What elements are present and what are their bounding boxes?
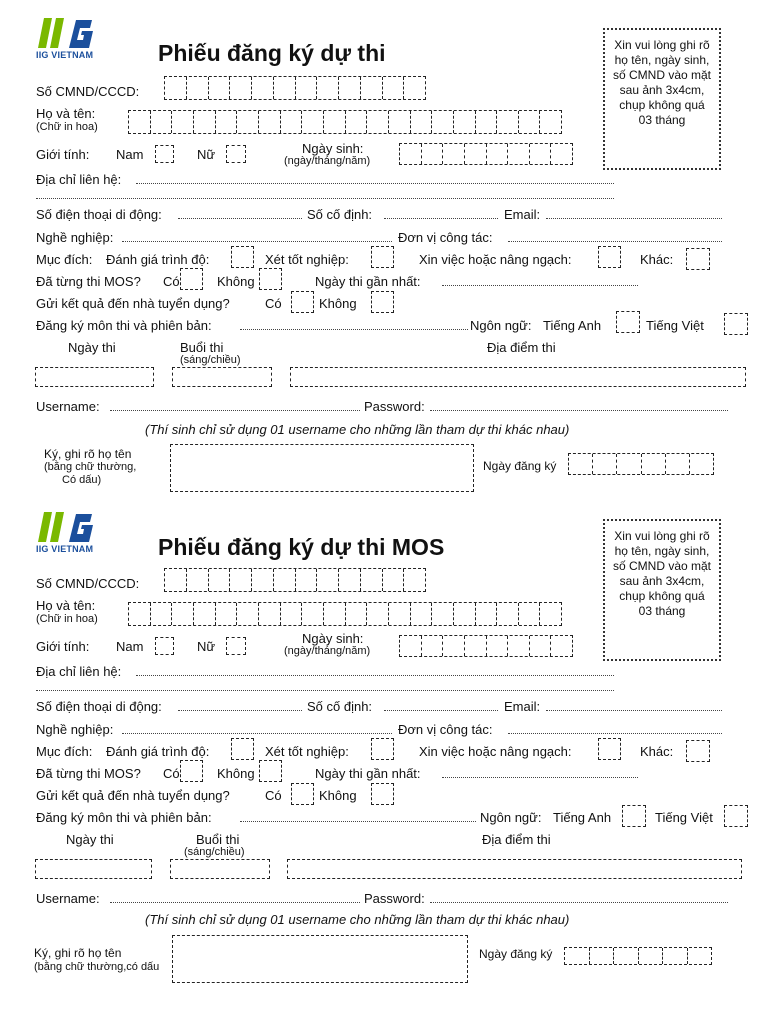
language-label: Ngôn ngữ: <box>480 810 542 825</box>
language-label: Ngôn ngữ: <box>470 318 532 333</box>
workplace-line[interactable] <box>508 241 722 242</box>
landline-label: Số cố định: <box>307 207 373 222</box>
address-line-1[interactable] <box>136 675 614 676</box>
photo-note: Xin vui lòng ghi rõ họ tên, ngày sinh, số CMND vào mặt sau ảnh 3x4cm, chụp không quá 03 tháng <box>612 529 712 618</box>
lang-vi-checkbox[interactable] <box>724 313 748 335</box>
session-subheader: (sáng/chiều) <box>180 354 241 366</box>
venue-header: Địa điểm thi <box>487 340 556 355</box>
mos-yes-label: Có <box>163 766 180 781</box>
job-line[interactable] <box>122 241 392 242</box>
send-yes-label: Có <box>265 296 282 311</box>
reg-date-label: Ngày đăng ký <box>479 947 553 961</box>
purpose-job-checkbox[interactable] <box>598 738 621 760</box>
address-line-1[interactable] <box>136 183 614 184</box>
id-label: Số CMND/CCCD: <box>36 576 140 591</box>
lang-en-label: Tiếng Anh <box>543 318 602 333</box>
form-title: Phiếu đăng ký dự thi MOS <box>158 534 445 560</box>
dob-sublabel: (ngày/tháng/năm) <box>284 645 371 657</box>
email-label: Email: <box>504 699 541 714</box>
subject-line[interactable] <box>240 821 476 822</box>
landline-line[interactable] <box>384 710 498 711</box>
job-label: Nghề nghiệp: <box>36 230 114 245</box>
iig-logo <box>36 18 106 64</box>
sign-label: Ký, ghi rõ họ tên <box>44 447 132 461</box>
workplace-line[interactable] <box>508 733 722 734</box>
exam-date-header: Ngày thi <box>66 832 114 847</box>
reg-date-boxes[interactable] <box>568 453 714 475</box>
dob-boxes[interactable] <box>399 635 573 657</box>
mos-before-label: Đã từng thi MOS? <box>36 274 141 289</box>
session-header: Buổi thi <box>180 340 224 355</box>
purpose-eval-checkbox[interactable] <box>231 738 254 760</box>
female-checkbox[interactable] <box>226 145 246 163</box>
purpose-job-label: Xin việc hoặc nâng ngạch: <box>419 252 572 267</box>
username-note: (Thí sinh chỉ sử dụng 01 username cho những lần tham dự thi khác nhau) <box>145 422 570 437</box>
mobile-line[interactable] <box>178 218 302 219</box>
id-number-boxes[interactable] <box>164 568 426 592</box>
photo-note: Xin vui lòng ghi rõ họ tên, ngày sinh, số CMND vào mặt sau ảnh 3x4cm, chụp không quá 03 tháng <box>612 38 712 127</box>
iig-logo-icon <box>36 18 98 48</box>
reg-date-boxes[interactable] <box>564 947 712 965</box>
lang-vi-label: Tiếng Việt <box>646 318 704 333</box>
session-input[interactable] <box>172 367 272 387</box>
subject-line[interactable] <box>240 329 468 330</box>
male-label: Nam <box>116 147 144 162</box>
mos-yes-checkbox[interactable] <box>180 760 203 782</box>
venue-input[interactable] <box>287 859 742 879</box>
username-label: Username: <box>36 399 100 414</box>
exam-date-header: Ngày thi <box>68 340 116 355</box>
address-line-2[interactable] <box>36 198 614 199</box>
male-checkbox[interactable] <box>155 637 174 655</box>
last-exam-line[interactable] <box>442 285 638 286</box>
last-exam-label: Ngày thi gần nhất: <box>315 274 421 289</box>
id-label: Số CMND/CCCD: <box>36 84 140 99</box>
gender-label: Giới tính: <box>36 147 90 162</box>
landline-line[interactable] <box>384 218 498 219</box>
lang-en-label: Tiếng Anh <box>553 810 612 825</box>
id-number-boxes[interactable] <box>164 76 426 100</box>
purpose-eval-label: Đánh giá trình độ: <box>106 252 210 267</box>
form-title: Phiếu đăng ký dự thi <box>158 40 386 66</box>
full-name-boxes[interactable] <box>128 110 562 134</box>
send-yes-label: Có <box>265 788 282 803</box>
session-header: Buổi thi <box>196 832 240 847</box>
username-note: (Thí sinh chỉ sử dụng 01 username cho những lần tham dự thi khác nhau) <box>145 912 570 927</box>
exam-date-input[interactable] <box>35 367 154 387</box>
workplace-label: Đơn vị công tác: <box>398 230 493 245</box>
dob-label: Ngày sinh: <box>302 141 364 156</box>
sign-sublabel-2: Có dấu) <box>62 474 102 486</box>
exam-date-input[interactable] <box>35 859 152 879</box>
lang-vi-checkbox[interactable] <box>724 805 748 827</box>
purpose-other-label: Khác: <box>640 252 674 267</box>
signature-box[interactable] <box>170 444 474 492</box>
dob-sublabel: (ngày/tháng/năm) <box>284 155 371 167</box>
subject-label: Đăng ký môn thi và phiên bản: <box>36 318 212 333</box>
send-no-checkbox[interactable] <box>371 783 394 805</box>
venue-header: Địa điểm thi <box>482 832 551 847</box>
dob-boxes[interactable] <box>399 143 573 165</box>
job-line[interactable] <box>122 733 392 734</box>
iig-logo <box>36 512 106 558</box>
purpose-eval-checkbox[interactable] <box>231 246 254 268</box>
purpose-job-checkbox[interactable] <box>598 246 621 268</box>
password-line[interactable] <box>430 902 728 903</box>
full-name-boxes[interactable] <box>128 602 562 626</box>
registration-form-1 <box>0 0 768 500</box>
address-label: Địa chỉ liên hệ: <box>36 664 122 679</box>
email-label: Email: <box>504 207 541 222</box>
male-checkbox[interactable] <box>155 145 174 163</box>
purpose-other-checkbox[interactable] <box>686 740 710 762</box>
purpose-other-label: Khác: <box>640 744 674 759</box>
purpose-label: Mục đích: <box>36 252 93 267</box>
purpose-label: Mục đích: <box>36 744 93 759</box>
send-yes-checkbox[interactable] <box>291 291 314 313</box>
lang-en-checkbox[interactable] <box>616 311 640 333</box>
gender-label: Giới tính: <box>36 639 90 654</box>
photo-box <box>603 28 721 170</box>
address-label: Địa chỉ liên hệ: <box>36 172 122 187</box>
logo-text: IIG VIETNAM <box>36 50 94 60</box>
mos-yes-checkbox[interactable] <box>180 268 203 290</box>
mos-no-checkbox[interactable] <box>259 760 282 782</box>
mobile-line[interactable] <box>178 710 302 711</box>
purpose-eval-label: Đánh giá trình độ: <box>106 744 210 759</box>
password-label: Password: <box>364 891 425 906</box>
username-line[interactable] <box>110 410 360 411</box>
reg-date-label: Ngày đăng ký <box>483 459 557 473</box>
password-line[interactable] <box>430 410 728 411</box>
purpose-job-label: Xin việc hoặc nâng ngạch: <box>419 744 572 759</box>
username-line[interactable] <box>110 902 360 903</box>
sign-sublabel-1: (bằng chữ thường, <box>44 461 137 473</box>
name-sublabel: (Chữ in hoa) <box>36 613 98 625</box>
logo-text: IIG VIETNAM <box>36 544 94 554</box>
mos-before-label: Đã từng thi MOS? <box>36 766 141 781</box>
male-label: Nam <box>116 639 144 654</box>
send-no-checkbox[interactable] <box>371 291 394 313</box>
female-label: Nữ <box>197 639 216 654</box>
mos-no-label: Không <box>217 274 255 289</box>
mos-no-label: Không <box>217 766 255 781</box>
username-label: Username: <box>36 891 100 906</box>
signature-box[interactable] <box>172 935 468 983</box>
photo-box <box>603 519 721 661</box>
landline-label: Số cố định: <box>307 699 373 714</box>
sign-label: Ký, ghi rõ họ tên <box>34 946 122 960</box>
send-result-label: Gửi kết quả đến nhà tuyển dụng? <box>36 296 230 311</box>
lang-en-checkbox[interactable] <box>622 805 646 827</box>
workplace-label: Đơn vị công tác: <box>398 722 493 737</box>
subject-label: Đăng ký môn thi và phiên bản: <box>36 810 212 825</box>
mos-yes-label: Có <box>163 274 180 289</box>
lang-vi-label: Tiếng Việt <box>655 810 713 825</box>
purpose-grad-label: Xét tốt nghiệp: <box>265 744 349 759</box>
send-result-label: Gửi kết quả đến nhà tuyển dụng? <box>36 788 230 803</box>
last-exam-line[interactable] <box>442 777 638 778</box>
job-label: Nghề nghiệp: <box>36 722 114 737</box>
purpose-grad-checkbox[interactable] <box>371 246 394 268</box>
send-no-label: Không <box>319 788 357 803</box>
last-exam-label: Ngày thi gần nhất: <box>315 766 421 781</box>
purpose-grad-label: Xét tốt nghiệp: <box>265 252 349 267</box>
mobile-label: Số điện thoại di động: <box>36 207 162 222</box>
purpose-grad-checkbox[interactable] <box>371 738 394 760</box>
session-subheader: (sáng/chiều) <box>184 846 245 858</box>
purpose-other-checkbox[interactable] <box>686 248 710 270</box>
name-label: Họ và tên: <box>36 598 96 613</box>
registration-form-2 <box>0 492 768 992</box>
email-line[interactable] <box>546 710 722 711</box>
email-line[interactable] <box>546 218 722 219</box>
venue-input[interactable] <box>290 367 746 387</box>
send-no-label: Không <box>319 296 357 311</box>
mobile-label: Số điện thoại di động: <box>36 699 162 714</box>
sign-sublabel-1: (bằng chữ thường,có dấu <box>34 961 160 973</box>
password-label: Password: <box>364 399 425 414</box>
send-yes-checkbox[interactable] <box>291 783 314 805</box>
session-input[interactable] <box>170 859 270 879</box>
dob-label: Ngày sinh: <box>302 631 364 646</box>
female-label: Nữ <box>197 147 216 162</box>
mos-no-checkbox[interactable] <box>259 268 282 290</box>
name-sublabel: (Chữ in hoa) <box>36 121 98 133</box>
iig-logo-icon <box>36 512 98 542</box>
address-line-2[interactable] <box>36 690 614 691</box>
female-checkbox[interactable] <box>226 637 246 655</box>
name-label: Họ và tên: <box>36 106 96 121</box>
